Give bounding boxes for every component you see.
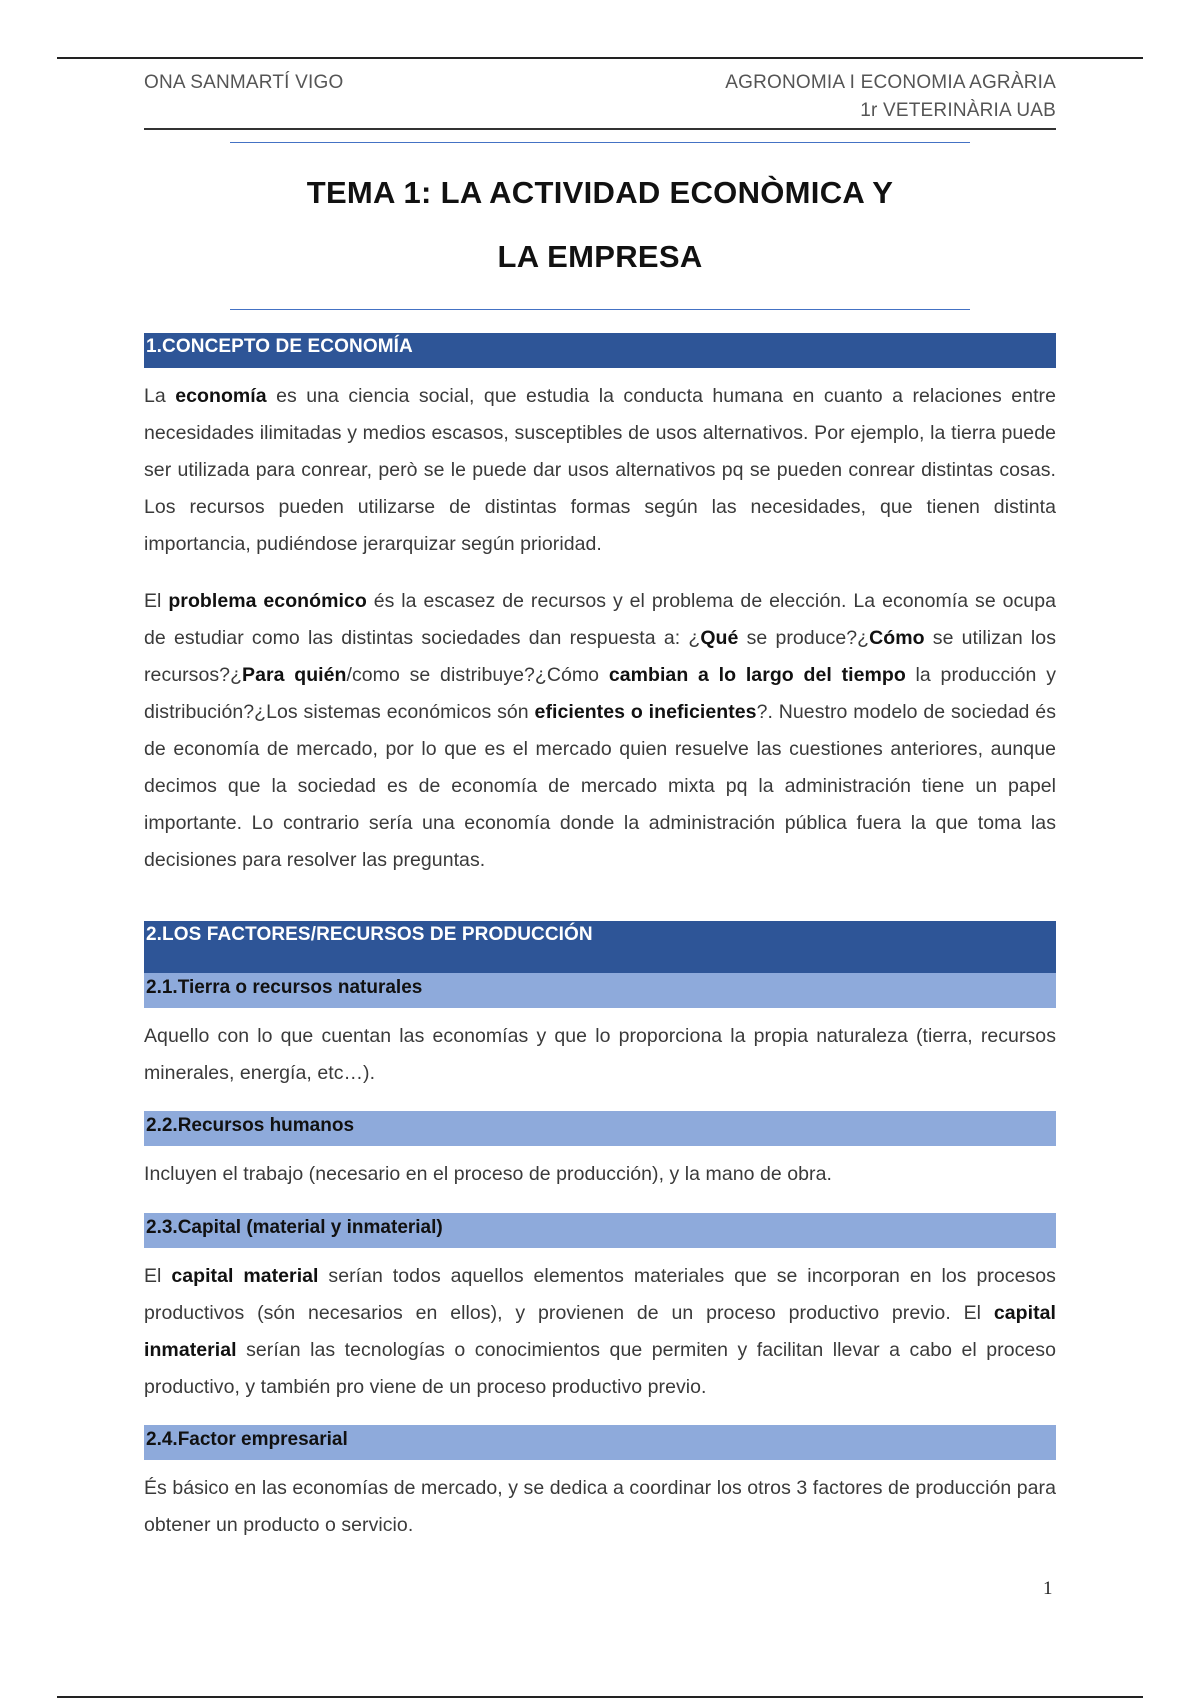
bold-term-problema-economico: problema económico [168, 589, 367, 612]
text-run: la producción y distribución?¿Los sistemas económicos són [144, 663, 1056, 723]
paragraph-tierra: Aquello con lo que cuentan las economías y que lo proporciona la propia naturaleza (tierra, recursos minerales, energía, etc…). [144, 1024, 1056, 1084]
text-run: El [144, 589, 169, 612]
subsection-heading-tierra: 2.1.Tierra o recursos naturales [144, 973, 1056, 1008]
bold-term-capital-material: capital material [171, 1264, 319, 1287]
paragraph-problema-economico [144, 583, 1056, 879]
section-heading-factores: 2.LOS FACTORES/RECURSOS DE PRODUCCIÓN [144, 921, 1056, 973]
subsection-heading-factor-empresarial: 2.4.Factor empresarial [144, 1425, 1056, 1460]
title-line-1: TEMA 1: LA ACTIVIDAD ECONÒMICA Y [306, 175, 894, 210]
page-bottom-rule [57, 1696, 1143, 1698]
paragraph-economia-definition [144, 378, 1056, 563]
bold-term-economia: economía [175, 385, 267, 407]
section-heading-concepto: 1.CONCEPTO DE ECONOMÍA [144, 333, 1056, 368]
header-course-line2: 1r VETERINÀRIA UAB [860, 100, 1056, 121]
text-run: La [144, 385, 176, 407]
text-run: serían todos aquellos elementos materiales que se incorporan en los procesos productivos (són necesarios en ellos), y provienen de un proceso productivo previo. El [144, 1264, 1056, 1324]
bold-term-capital-inmaterial: capital inmaterial [144, 1301, 1056, 1361]
page-number: 1 [1043, 1578, 1053, 1599]
bold-term-cambian: cambian a lo largo del tiempo [608, 663, 906, 686]
text-run: se produce?¿ [738, 626, 870, 649]
text-run: és la escasez de recursos y el problema de elección. La economía se ocupa de estudiar como las distintas sociedades dan respuesta a: ¿ [144, 589, 1056, 649]
text-run: es una ciencia social, que estudia la conducta humana en cuanto a relaciones entre necesidades ilimitadas y medios escasos, susceptibles de usos alternativos. Por ejemplo, la tierra puede ser utilizada para conrear, però se le puede dar usos alternativos pq se pueden conrear distintas cosas. Los recursos pueden utilizarse de distintas formas según las necesidades, que tienen distinta importancia, pudiéndose jerarquizar según prioridad. [144, 385, 1056, 555]
text-run: serían las tecnologías o conocimientos que permiten y facilitan llevar a cabo el proceso productivo, y también pro viene de un proceso productivo previo. [144, 1338, 1056, 1398]
title-block [230, 142, 970, 310]
text-run: se utilizan los recursos?¿ [144, 626, 1057, 686]
title-line-2: LA EMPRESA [497, 239, 703, 274]
text-run: ?. Nuestro modelo de sociedad és de economía de mercado, por lo que es el mercado quien resuelve las cuestiones anteriores, aunque decimos que la sociedad es de economía de mercado mixta pq la administración tiene un papel importante. Lo contrario sería una economía donde la administración pública fuera la que toma las decisiones para resolver las preguntas. [144, 700, 1056, 871]
document-page [144, 58, 1056, 1564]
paragraph-capital [144, 1258, 1056, 1406]
text-run: /como se distribuye?¿Cómo [346, 663, 609, 686]
running-header [144, 58, 1056, 130]
paragraph-recursos-humanos: Incluyen el trabajo (necesario en el proceso de producción), y la mano de obra. [144, 1163, 832, 1185]
bold-term-como: Cómo [869, 626, 925, 649]
subsection-heading-recursos-humanos: 2.2.Recursos humanos [144, 1111, 1056, 1146]
header-author: ONA SANMARTÍ VIGO [144, 72, 344, 93]
bold-term-que: Qué [700, 626, 739, 649]
subsection-heading-capital: 2.3.Capital (material y inmaterial) [144, 1213, 1056, 1248]
paragraph-factor-empresarial: És básico en las economías de mercado, y se dedica a coordinar los otros 3 factores de producción para obtener un producto o servicio. [144, 1477, 1056, 1536]
text-run: El [144, 1264, 172, 1287]
bold-term-eficientes: eficientes o ineficientes [534, 700, 757, 723]
header-course-line1: AGRONOMIA I ECONOMIA AGRÀRIA [725, 72, 1056, 93]
bold-term-para-quien: Para quién [242, 663, 347, 686]
header-course [725, 69, 1056, 125]
